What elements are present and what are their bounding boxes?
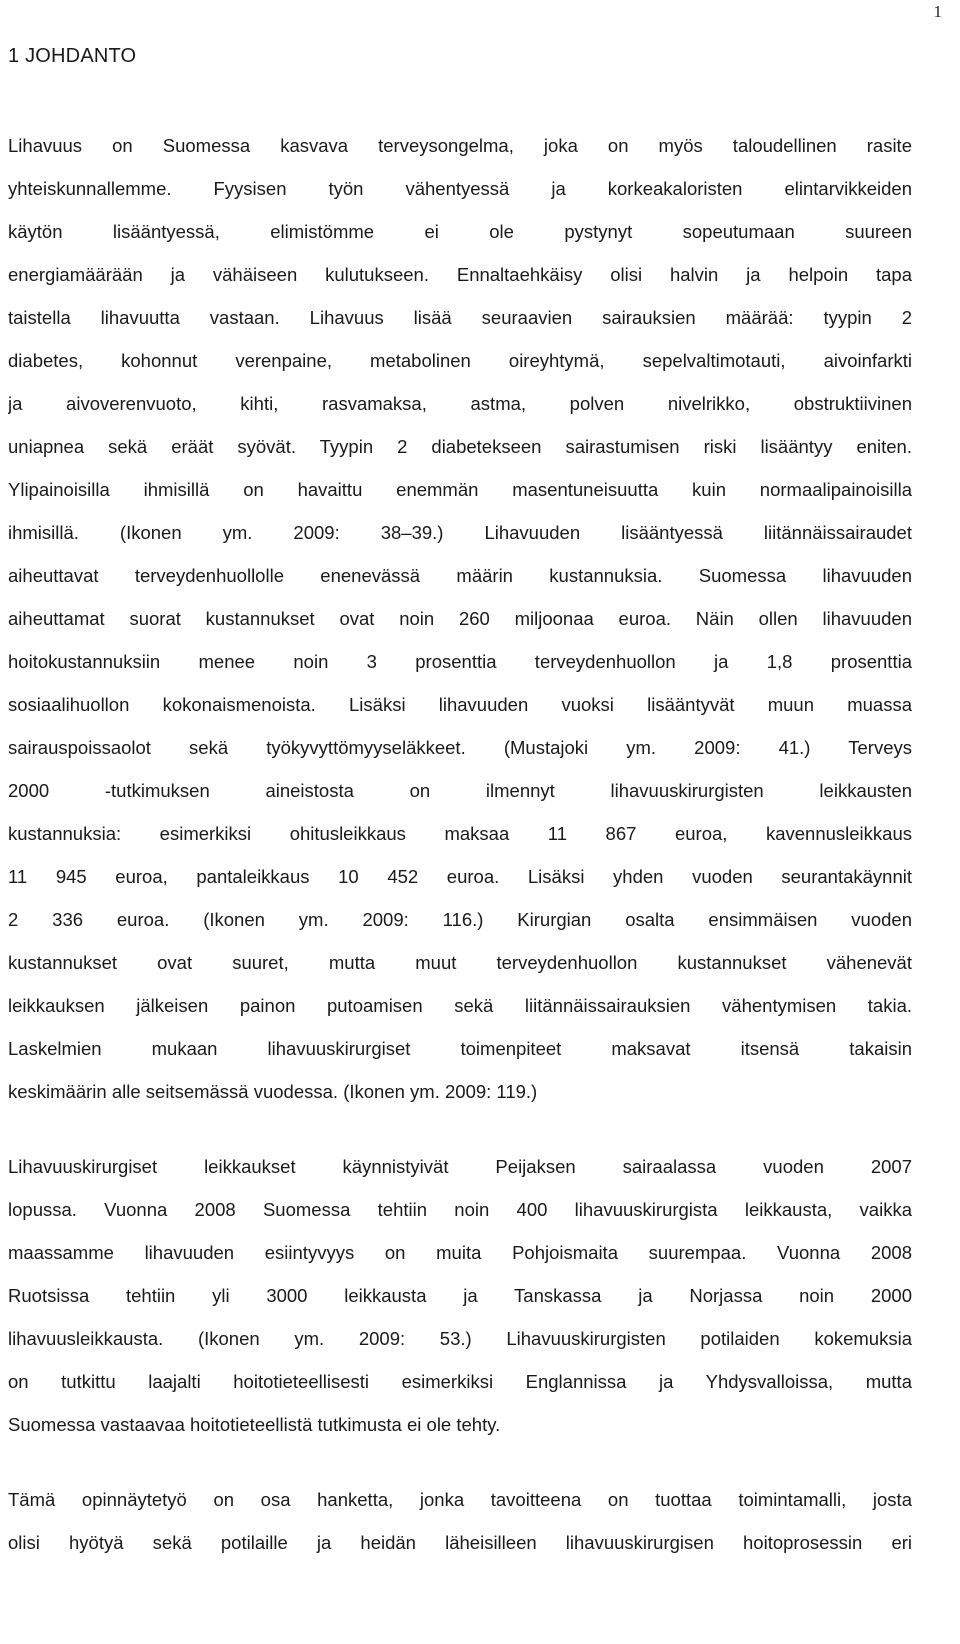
text-line: diabetes, kohonnut verenpaine, metabolinen oireyhtymä, sepelvaltimotauti, aivoinfarkti <box>8 350 912 371</box>
text-line: Laskelmien mukaan lihavuuskirurgiset toimenpiteet maksavat itsensä takaisin <box>8 1038 912 1059</box>
section-heading: 1 JOHDANTO <box>8 45 137 67</box>
text-line: Lihavuus on Suomessa kasvava terveysongelma, joka on myös taloudellinen rasite <box>8 135 912 156</box>
text-line: ja aivoverenvuoto, kihti, rasvamaksa, astma, polven nivelrikko, obstruktiivinen <box>8 393 912 414</box>
text-line: aiheuttamat suorat kustannukset ovat noin 260 miljoonaa euroa. Näin ollen lihavuuden <box>8 608 912 629</box>
text-line: lihavuusleikkausta. (Ikonen ym. 2009: 53.) Lihavuuskirurgisten potilaiden kokemuksia <box>8 1328 912 1349</box>
text-line: kustannuksia: esimerkiksi ohitusleikkaus maksaa 11 867 euroa, kavennusleikkaus <box>8 823 912 844</box>
text-line: Suomessa vastaavaa hoitotieteellistä tutkimusta ei ole tehty. <box>8 1414 501 1435</box>
text-line: on tutkittu laajalti hoitotieteellisesti esimerkiksi Englannissa ja Yhdysvalloissa, mutta <box>8 1371 912 1392</box>
text-line: käytön lisääntyessä, elimistömme ei ole pystynyt sopeutumaan suureen <box>8 221 912 242</box>
text-line: maassamme lihavuuden esiintyvyys on muita Pohjoismaita suurempaa. Vuonna 2008 <box>8 1242 912 1263</box>
text-line: leikkauksen jälkeisen painon putoamisen sekä liitännäissairauksien vähentymisen takia. <box>8 995 912 1016</box>
text-line: Lihavuuskirurgiset leikkaukset käynnistyivät Peijaksen sairaalassa vuoden 2007 <box>8 1156 912 1177</box>
text-line: sairauspoissaolot sekä työkyvyttömyyseläkkeet. (Mustajoki ym. 2009: 41.) Terveys <box>8 737 912 758</box>
text-line: hoitokustannuksiin menee noin 3 prosenttia terveydenhuollon ja 1,8 prosenttia <box>8 651 912 672</box>
text-line: kustannukset ovat suuret, mutta muut terveydenhuollon kustannukset vähenevät <box>8 952 912 973</box>
text-line: energiamäärään ja vähäiseen kulutukseen. Ennaltaehkäisy olisi halvin ja helpoin tapa <box>8 264 912 285</box>
text-line: 2000 -tutkimuksen aineistosta on ilmennyt lihavuuskirurgisten leikkausten <box>8 780 912 801</box>
page-number: 1 <box>933 2 942 21</box>
text-line: keskimäärin alle seitsemässä vuodessa. (Ikonen ym. 2009: 119.) <box>8 1081 538 1102</box>
text-line: ihmisillä. (Ikonen ym. 2009: 38–39.) Lihavuuden lisääntyessä liitännäissairaudet <box>8 522 912 543</box>
text-line: uniapnea sekä eräät syövät. Tyypin 2 diabetekseen sairastumisen riski lisääntyy eniten. <box>8 436 912 457</box>
text-line: taistella lihavuutta vastaan. Lihavuus lisää seuraavien sairauksien määrää: tyypin 2 <box>8 307 912 328</box>
text-line: Ylipainoisilla ihmisillä on havaittu enemmän masentuneisuutta kuin normaalipainoisilla <box>8 479 912 500</box>
text-line: 11 945 euroa, pantaleikkaus 10 452 euroa. Lisäksi yhden vuoden seurantakäynnit <box>8 866 912 887</box>
text-line: olisi hyötyä sekä potilaille ja heidän läheisilleen lihavuuskirurgisen hoitoprosessin eri <box>8 1532 912 1553</box>
text-line: sosiaalihuollon kokonaismenoista. Lisäksi lihavuuden vuoksi lisääntyvät muun muassa <box>8 694 912 715</box>
text-line: yhteiskunnallemme. Fyysisen työn vähentyessä ja korkeakaloristen elintarvikkeiden <box>8 178 912 199</box>
text-line: Tämä opinnäytetyö on osa hanketta, jonka tavoitteena on tuottaa toimintamalli, josta <box>8 1489 912 1510</box>
text-line: 2 336 euroa. (Ikonen ym. 2009: 116.) Kirurgian osalta ensimmäisen vuoden <box>8 909 912 930</box>
text-line: Ruotsissa tehtiin yli 3000 leikkausta ja Tanskassa ja Norjassa noin 2000 <box>8 1285 912 1306</box>
text-line: aiheuttavat terveydenhuollolle enenevässä määrin kustannuksia. Suomessa lihavuuden <box>8 565 912 586</box>
text-line: lopussa. Vuonna 2008 Suomessa tehtiin noin 400 lihavuuskirurgista leikkausta, vaikka <box>8 1199 912 1220</box>
